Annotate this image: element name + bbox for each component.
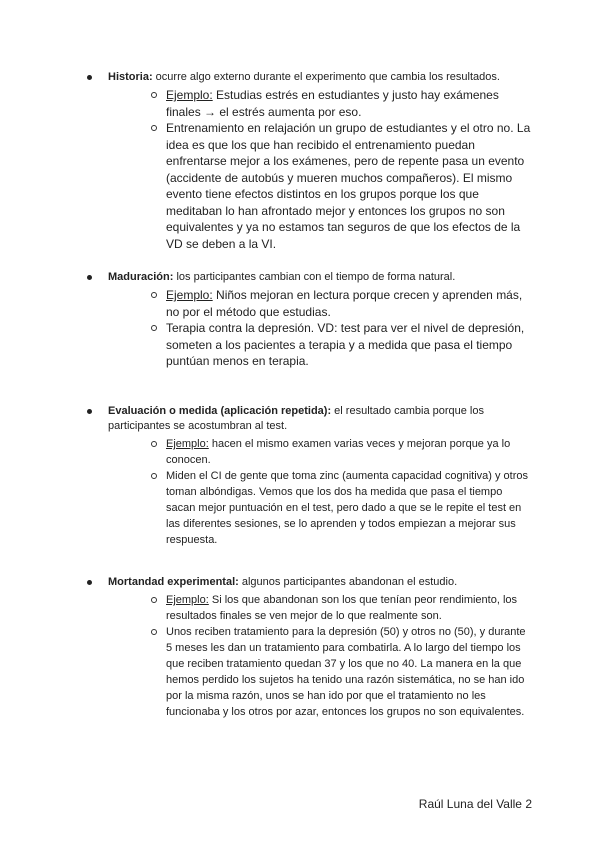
term-description: algunos participantes abandonan el estudio. — [238, 576, 458, 588]
sub-list — [108, 592, 532, 720]
sub-list — [108, 87, 532, 252]
circle-bullet-icon — [151, 325, 157, 331]
bullet-item — [87, 270, 532, 370]
bullet-dot-icon — [87, 75, 92, 80]
circle-bullet-icon — [151, 629, 157, 635]
sub-item — [108, 87, 532, 120]
example-label: Ejemplo: — [166, 594, 209, 606]
sub-item — [108, 320, 532, 370]
term-description: ocurre algo externo durante el experimento que cambia los resultados. — [152, 71, 500, 83]
circle-bullet-icon — [151, 473, 157, 479]
bullet-item — [87, 70, 532, 252]
circle-bullet-icon — [151, 125, 157, 131]
example-label: Ejemplo: — [166, 88, 213, 102]
section-maduracion — [87, 270, 532, 370]
page-footer: Raúl Luna del Valle 2 — [418, 797, 532, 811]
bullet-item — [87, 575, 532, 720]
circle-bullet-icon — [151, 441, 157, 447]
example-label: Ejemplo: — [166, 438, 209, 450]
bullet-dot-icon — [87, 275, 92, 280]
term-description: los participantes cambian con el tiempo de forma natural. — [173, 271, 456, 283]
term-title: Maduración: — [108, 271, 174, 283]
circle-bullet-icon — [151, 92, 157, 98]
sub-item-text: Unos reciben tratamiento para la depresión (50) y otros no (50), y durante 5 meses les dan un tratamiento para combatirla. A lo largo del tiempo los que reciben tratamiento quedan 37 y los que no 40. La manera en la que hemos perdido los sujetos ha tenido una razón sistemática, no se han ido por la misma razón, unos se han ido por que el tratamiento no les funcionaba y los otros por azar, entonces los grupos no son equivalentes. — [166, 626, 526, 718]
sub-item — [108, 120, 532, 252]
bullet-dot-icon — [87, 409, 92, 414]
section-mortandad — [87, 575, 532, 720]
sub-item-text: Niños mejoran en lectura porque crecen y aprenden más, no por el método que estudias. — [166, 288, 523, 319]
sub-item-text: Entrenamiento en relajación un grupo de estudiantes y el otro no. La idea es que los que han recibido el entrenamiento puedan enfrentarse mejor a los exámenes, pero de repente pasa un evento (accidente de autobús y mueren muchos compañeros). El mismo evento tiene efectos distintos en los grupos porque los que meditaban lo han afrontado mejor y entonces los grupos no son equivalentes y ya no estamos tan seguros de que los efectos de la VD se deben a la VI. — [166, 121, 531, 251]
sub-item — [108, 436, 532, 468]
sub-item — [108, 468, 532, 548]
section-historia — [87, 70, 532, 252]
sub-item — [108, 624, 532, 720]
circle-bullet-icon — [151, 292, 157, 298]
sub-item-text: Miden el CI de gente que toma zinc (aumenta capacidad cognitiva) y otros toman albóndigas. Vemos que los dos ha medida que pasa el tiempo sacan mejor puntuación en el test, pero dado a que se le repite el test en las diferentes sesiones, se lo aprenden y todos empiezan a mejorar sus respuesta. — [166, 470, 528, 546]
term-title: Mortandad experimental: — [108, 576, 239, 588]
sub-item-text: Estudias estrés en estudiantes y justo hay exámenes finales → el estrés aumenta por eso. — [166, 88, 499, 119]
circle-bullet-icon — [151, 597, 157, 603]
term-title: Evaluación o medida (aplicación repetida): — [108, 405, 332, 417]
term-description: el resultado cambia porque los participantes se acostumbran al test. — [108, 405, 484, 432]
sub-item — [108, 592, 532, 624]
sub-item — [108, 287, 532, 320]
sub-item-text: hacen el mismo examen varias veces y mejoran porque ya lo conocen. — [166, 438, 511, 466]
bullet-item — [87, 404, 532, 548]
bullet-dot-icon — [87, 580, 92, 585]
sub-list — [108, 436, 532, 548]
sub-item-text: Terapia contra la depresión. VD: test para ver el nivel de depresión, someten a los pacientes a terapia y a medida que pasa el tiempo puntúan menos en terapia. — [166, 321, 525, 368]
example-label: Ejemplo: — [166, 288, 213, 302]
sub-item-text: Si los que abandonan son los que tenían peor rendimiento, los resultados finales se ven mejor de lo que realmente son. — [166, 594, 518, 622]
section-evaluacion — [87, 404, 532, 548]
sub-list — [108, 287, 532, 370]
term-title: Historia: — [108, 71, 153, 83]
